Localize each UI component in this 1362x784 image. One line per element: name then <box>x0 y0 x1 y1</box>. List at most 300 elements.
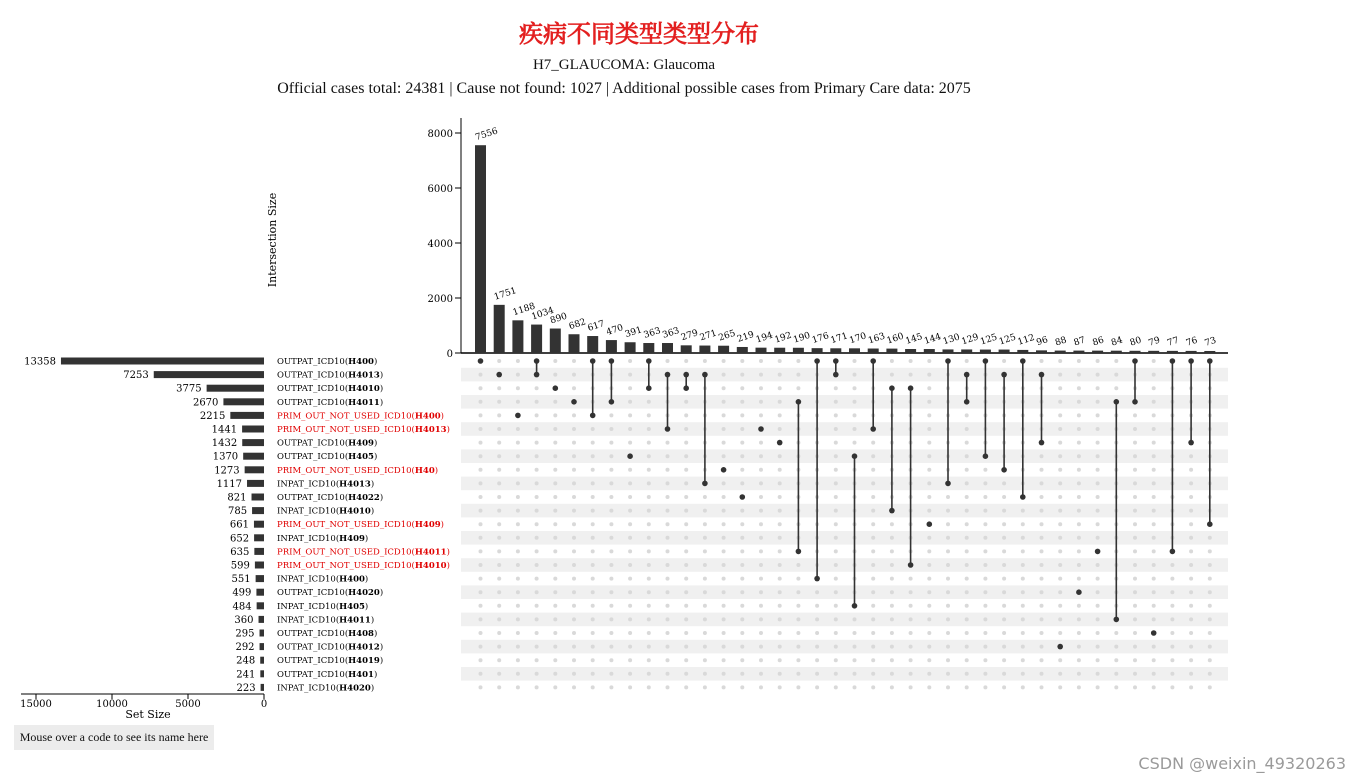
matrix-dot-inactive <box>553 427 557 431</box>
matrix-dot-inactive <box>497 522 501 526</box>
set-size-value: 292 <box>235 642 255 654</box>
matrix-dot-inactive <box>497 577 501 581</box>
intersection-bar <box>1167 351 1178 353</box>
matrix-dot-inactive <box>871 604 875 608</box>
intersection-size-label: 96 <box>1035 335 1050 349</box>
matrix-dot-inactive <box>1208 604 1212 608</box>
matrix-dot-inactive <box>927 563 931 567</box>
matrix-dot-inactive <box>965 509 969 513</box>
set-size-bar <box>252 507 264 514</box>
matrix-dot-inactive <box>740 658 744 662</box>
matrix-dot-inactive <box>591 658 595 662</box>
matrix-dot-inactive <box>516 631 520 635</box>
matrix-dot-active <box>852 453 858 459</box>
matrix-dot-inactive <box>871 590 875 594</box>
matrix-dot-inactive <box>553 617 557 621</box>
matrix-dot-inactive <box>1058 563 1062 567</box>
matrix-dot-inactive <box>778 563 782 567</box>
matrix-dot-inactive <box>1058 577 1062 581</box>
matrix-dot-inactive <box>796 359 800 363</box>
matrix-dot-inactive <box>1058 658 1062 662</box>
matrix-dot-inactive <box>497 658 501 662</box>
matrix-row-stripe <box>461 422 1228 436</box>
matrix-dot-inactive <box>516 359 520 363</box>
matrix-dot-inactive <box>1021 604 1025 608</box>
matrix-dot-inactive <box>778 509 782 513</box>
matrix-dot-inactive <box>740 373 744 377</box>
intersection-bar <box>494 305 505 353</box>
matrix-dot-inactive <box>684 536 688 540</box>
set-name-label: OUTPAT_ICD10(H4013) <box>277 370 384 381</box>
matrix-dot-inactive <box>759 658 763 662</box>
matrix-dot-inactive <box>740 590 744 594</box>
matrix-dot-inactive <box>759 359 763 363</box>
matrix-dot-active <box>852 603 858 609</box>
matrix-dot-inactive <box>591 468 595 472</box>
matrix-dot-inactive <box>647 509 651 513</box>
matrix-row-stripe <box>461 368 1228 382</box>
set-name-label: OUTPAT_ICD10(H4020) <box>277 588 384 599</box>
matrix-dot-inactive <box>1077 604 1081 608</box>
matrix-dot-inactive <box>740 672 744 676</box>
matrix-dot-inactive <box>778 373 782 377</box>
matrix-dot-active <box>870 358 876 364</box>
intersection-bar <box>1055 351 1066 353</box>
matrix-dot-active <box>553 385 559 391</box>
matrix-dot-inactive <box>1133 563 1137 567</box>
matrix-dot-inactive <box>890 563 894 567</box>
intersection-size-label: 470 <box>605 323 625 338</box>
matrix-dot-inactive <box>553 441 557 445</box>
matrix-dot-inactive <box>684 645 688 649</box>
intersection-size-label: 125 <box>997 332 1018 348</box>
matrix-dot-active <box>721 467 727 473</box>
matrix-dot-inactive <box>890 658 894 662</box>
matrix-dot-inactive <box>647 536 651 540</box>
matrix-dot-inactive <box>1002 522 1006 526</box>
matrix-dot-inactive <box>909 617 913 621</box>
matrix-dot-inactive <box>1189 672 1193 676</box>
set-size-value: 652 <box>229 533 250 545</box>
matrix-dot-inactive <box>516 468 520 472</box>
matrix-dot-inactive <box>497 509 501 513</box>
matrix-dot-active <box>945 358 951 364</box>
matrix-dot-active <box>908 385 914 391</box>
matrix-dot-inactive <box>666 495 670 499</box>
matrix-dot-inactive <box>796 617 800 621</box>
matrix-dot-inactive <box>853 359 857 363</box>
matrix-dot-inactive <box>1208 590 1212 594</box>
set-size-value: 1432 <box>211 438 238 450</box>
set-size-bar <box>261 684 264 691</box>
matrix-dot-inactive <box>535 509 539 513</box>
matrix-dot-inactive <box>722 685 726 689</box>
matrix-dot-inactive <box>1152 563 1156 567</box>
matrix-dot-inactive <box>815 658 819 662</box>
matrix-dot-inactive <box>1189 577 1193 581</box>
matrix-dot-inactive <box>666 468 670 472</box>
matrix-dot-inactive <box>871 645 875 649</box>
matrix-dot-inactive <box>927 631 931 635</box>
matrix-dot-inactive <box>1077 509 1081 513</box>
matrix-dot-inactive <box>1077 386 1081 390</box>
matrix-dot-inactive <box>1189 481 1193 485</box>
matrix-dot-inactive <box>628 604 632 608</box>
intersection-size-label: 79 <box>1147 335 1162 349</box>
matrix-dot-inactive <box>666 563 670 567</box>
matrix-dot-inactive <box>983 672 987 676</box>
matrix-dot-inactive <box>1133 658 1137 662</box>
matrix-dot-inactive <box>1021 577 1025 581</box>
intersection-size-label: 192 <box>773 330 793 346</box>
set-name-label: PRIM_OUT_NOT_USED_ICD10(H40) <box>277 465 439 476</box>
matrix-dot-inactive <box>1189 658 1193 662</box>
matrix-dot-inactive <box>591 427 595 431</box>
matrix-dot-inactive <box>1208 563 1212 567</box>
matrix-dot-active <box>683 372 689 378</box>
matrix-dot-inactive <box>983 549 987 553</box>
matrix-dot-inactive <box>740 481 744 485</box>
matrix-dot-active <box>1039 440 1045 446</box>
matrix-dot-inactive <box>666 577 670 581</box>
set-size-value: 1273 <box>214 465 240 477</box>
set-name-label: OUTPAT_ICD10(H409) <box>277 438 378 449</box>
matrix-dot-inactive <box>1002 481 1006 485</box>
set-name-label: PRIM_OUT_NOT_USED_ICD10(H4010) <box>277 561 450 571</box>
matrix-dot-inactive <box>497 495 501 499</box>
matrix-dot-inactive <box>722 563 726 567</box>
matrix-dot-inactive <box>666 509 670 513</box>
set-size-value: 2215 <box>199 410 226 422</box>
matrix-dot-inactive <box>666 536 670 540</box>
matrix-dot-inactive <box>516 577 520 581</box>
matrix-dot-inactive <box>516 645 520 649</box>
matrix-dot-inactive <box>553 468 557 472</box>
matrix-dot-inactive <box>516 549 520 553</box>
matrix-dot-inactive <box>535 658 539 662</box>
matrix-dot-inactive <box>684 672 688 676</box>
matrix-dot-inactive <box>834 400 838 404</box>
matrix-dot-inactive <box>1040 522 1044 526</box>
matrix-dot-active <box>1188 358 1194 364</box>
matrix-dot-inactive <box>722 617 726 621</box>
matrix-dot-inactive <box>871 658 875 662</box>
matrix-dot-inactive <box>609 563 613 567</box>
matrix-dot-inactive <box>759 481 763 485</box>
intersection-bar <box>1092 351 1103 353</box>
intersection-bar <box>793 348 804 353</box>
matrix-dot-inactive <box>1096 481 1100 485</box>
matrix-dot-inactive <box>479 495 483 499</box>
matrix-dot-inactive <box>479 577 483 581</box>
intersection-bar <box>999 350 1010 353</box>
matrix-dot-inactive <box>591 604 595 608</box>
matrix-dot-inactive <box>535 400 539 404</box>
matrix-dot-active <box>1188 440 1194 446</box>
matrix-dot-active <box>590 358 596 364</box>
matrix-dot-inactive <box>684 563 688 567</box>
matrix-dot-inactive <box>983 522 987 526</box>
set-size-bar <box>252 494 264 501</box>
matrix-dot-inactive <box>927 441 931 445</box>
matrix-dot-inactive <box>909 604 913 608</box>
matrix-dot-inactive <box>890 617 894 621</box>
matrix-dot-inactive <box>1114 645 1118 649</box>
matrix-dot-inactive <box>946 672 950 676</box>
set-size-bar <box>207 385 264 392</box>
intersection-bar <box>1204 351 1215 353</box>
matrix-dot-inactive <box>778 413 782 417</box>
matrix-dot-inactive <box>535 685 539 689</box>
matrix-dot-inactive <box>591 495 595 499</box>
matrix-dot-inactive <box>553 359 557 363</box>
matrix-dot-inactive <box>965 549 969 553</box>
matrix-dot-inactive <box>834 645 838 649</box>
matrix-dot-inactive <box>965 454 969 458</box>
matrix-dot-inactive <box>1096 658 1100 662</box>
intersection-size-label: 219 <box>736 330 756 345</box>
matrix-dot-inactive <box>1021 617 1025 621</box>
matrix-dot-inactive <box>1077 359 1081 363</box>
matrix-dot-inactive <box>666 658 670 662</box>
intersection-bar <box>1111 351 1122 353</box>
matrix-dot-inactive <box>1114 672 1118 676</box>
matrix-dot-inactive <box>1152 481 1156 485</box>
intersection-size-label: 145 <box>904 332 924 347</box>
matrix-row-stripe <box>461 640 1228 654</box>
matrix-dot-inactive <box>759 645 763 649</box>
intersection-bar <box>756 348 767 353</box>
matrix-dot-inactive <box>572 672 576 676</box>
intersection-bar <box>475 145 486 353</box>
matrix-dot-inactive <box>1058 441 1062 445</box>
matrix-dot-inactive <box>1077 495 1081 499</box>
matrix-dot-inactive <box>927 481 931 485</box>
matrix-dot-inactive <box>871 631 875 635</box>
matrix-dot-inactive <box>535 427 539 431</box>
matrix-dot-inactive <box>1077 468 1081 472</box>
matrix-dot-inactive <box>759 413 763 417</box>
set-size-value: 295 <box>235 628 255 640</box>
matrix-dot-inactive <box>871 577 875 581</box>
matrix-dot-active <box>627 453 633 459</box>
matrix-dot-inactive <box>983 590 987 594</box>
matrix-dot-inactive <box>1002 359 1006 363</box>
matrix-dot-inactive <box>834 577 838 581</box>
matrix-dot-inactive <box>497 645 501 649</box>
case-statistics: Official cases total: 24381 | Cause not found: 1027 | Additional possible cases from Primary Care data: 2075 <box>277 80 971 97</box>
matrix-dot-active <box>964 372 970 378</box>
matrix-dot-inactive <box>1189 536 1193 540</box>
intersection-size-label: 171 <box>829 331 850 347</box>
matrix-row-stripe <box>461 585 1228 599</box>
matrix-dot-inactive <box>965 468 969 472</box>
matrix-dot-inactive <box>479 549 483 553</box>
intersection-size-label: 176 <box>810 331 831 347</box>
matrix-dot-inactive <box>1040 590 1044 594</box>
matrix-dot-active <box>814 358 820 364</box>
matrix-dot-inactive <box>740 631 744 635</box>
matrix-dot-inactive <box>703 658 707 662</box>
matrix-dot-inactive <box>1152 427 1156 431</box>
matrix-dot-active <box>683 385 689 391</box>
matrix-dot-active <box>646 358 652 364</box>
matrix-dot-inactive <box>965 672 969 676</box>
matrix-dot-inactive <box>535 631 539 635</box>
matrix-dot-inactive <box>796 577 800 581</box>
matrix-dot-inactive <box>1040 672 1044 676</box>
matrix-dot-inactive <box>553 604 557 608</box>
matrix-dot-active <box>1132 399 1138 405</box>
matrix-dot-inactive <box>1002 617 1006 621</box>
matrix-dot-inactive <box>497 468 501 472</box>
matrix-dot-inactive <box>703 509 707 513</box>
matrix-dot-inactive <box>553 373 557 377</box>
matrix-dot-active <box>1057 644 1063 650</box>
matrix-dot-inactive <box>666 685 670 689</box>
matrix-dot-inactive <box>628 563 632 567</box>
matrix-dot-inactive <box>1208 549 1212 553</box>
matrix-dot-inactive <box>871 468 875 472</box>
matrix-dot-inactive <box>722 495 726 499</box>
matrix-dot-inactive <box>1189 645 1193 649</box>
matrix-dot-inactive <box>815 604 819 608</box>
matrix-dot-inactive <box>572 645 576 649</box>
matrix-dot-inactive <box>516 522 520 526</box>
matrix-dot-inactive <box>1133 522 1137 526</box>
matrix-dot-inactive <box>927 468 931 472</box>
matrix-dot-inactive <box>1002 604 1006 608</box>
matrix-dot-inactive <box>1077 522 1081 526</box>
matrix-dot-inactive <box>759 400 763 404</box>
matrix-dot-inactive <box>1170 590 1174 594</box>
matrix-dot-inactive <box>1096 495 1100 499</box>
set-size-value: 360 <box>234 614 254 626</box>
matrix-dot-inactive <box>722 577 726 581</box>
matrix-dot-inactive <box>497 617 501 621</box>
matrix-dot-inactive <box>479 441 483 445</box>
matrix-dot-inactive <box>722 481 726 485</box>
matrix-dot-inactive <box>1002 590 1006 594</box>
matrix-dot-inactive <box>983 468 987 472</box>
set-size-value: 1441 <box>211 424 238 436</box>
matrix-dot-inactive <box>1114 386 1118 390</box>
matrix-dot-inactive <box>609 536 613 540</box>
matrix-dot-inactive <box>1208 672 1212 676</box>
matrix-dot-active <box>945 481 951 487</box>
matrix-dot-active <box>908 562 914 568</box>
set-size-bar <box>254 548 264 555</box>
matrix-row-stripe <box>461 613 1228 627</box>
set-name-label: PRIM_OUT_NOT_USED_ICD10(H400) <box>277 411 444 422</box>
matrix-dot-inactive <box>740 413 744 417</box>
matrix-dot-inactive <box>778 645 782 649</box>
matrix-dot-inactive <box>965 685 969 689</box>
matrix-dot-inactive <box>479 481 483 485</box>
matrix-dot-inactive <box>1040 495 1044 499</box>
matrix-dot-inactive <box>946 631 950 635</box>
matrix-dot-inactive <box>628 522 632 526</box>
matrix-dot-inactive <box>722 604 726 608</box>
matrix-dot-inactive <box>1114 631 1118 635</box>
matrix-dot-inactive <box>834 481 838 485</box>
matrix-dot-inactive <box>946 604 950 608</box>
matrix-dot-inactive <box>722 359 726 363</box>
matrix-dot-inactive <box>909 590 913 594</box>
matrix-dot-inactive <box>1058 386 1062 390</box>
matrix-dot-inactive <box>572 495 576 499</box>
matrix-dot-inactive <box>553 645 557 649</box>
matrix-dot-active <box>1001 467 1007 473</box>
matrix-dot-inactive <box>609 577 613 581</box>
matrix-dot-inactive <box>1077 441 1081 445</box>
matrix-dot-inactive <box>535 454 539 458</box>
intersection-bar <box>718 346 729 353</box>
matrix-dot-active <box>1114 617 1120 623</box>
matrix-dot-inactive <box>628 536 632 540</box>
matrix-dot-inactive <box>535 413 539 417</box>
matrix-dot-active <box>590 413 596 419</box>
matrix-dot-inactive <box>1058 454 1062 458</box>
matrix-dot-inactive <box>1096 631 1100 635</box>
matrix-dot-active <box>702 481 708 487</box>
matrix-dot-inactive <box>628 672 632 676</box>
matrix-dot-inactive <box>479 672 483 676</box>
intersection-size-label: 1034 <box>530 305 556 323</box>
matrix-dot-inactive <box>535 549 539 553</box>
matrix-dot-inactive <box>927 658 931 662</box>
matrix-dot-inactive <box>1077 631 1081 635</box>
matrix-dot-inactive <box>1058 373 1062 377</box>
matrix-dot-inactive <box>684 604 688 608</box>
matrix-dot-inactive <box>722 549 726 553</box>
matrix-dot-inactive <box>572 549 576 553</box>
matrix-dot-inactive <box>1040 563 1044 567</box>
matrix-dot-inactive <box>946 563 950 567</box>
matrix-dot-inactive <box>1077 413 1081 417</box>
matrix-dot-inactive <box>983 563 987 567</box>
matrix-dot-inactive <box>759 685 763 689</box>
matrix-dot-inactive <box>890 645 894 649</box>
intersection-y-tick-label: 6000 <box>427 184 453 195</box>
matrix-dot-inactive <box>1114 658 1118 662</box>
matrix-dot-inactive <box>853 413 857 417</box>
set-size-value: 13358 <box>24 356 56 368</box>
matrix-dot-inactive <box>965 413 969 417</box>
matrix-dot-inactive <box>647 577 651 581</box>
matrix-dot-inactive <box>853 400 857 404</box>
matrix-dot-inactive <box>1058 413 1062 417</box>
intersection-size-label: 88 <box>1054 335 1069 349</box>
set-size-x-tick-label: 15000 <box>20 699 52 710</box>
matrix-dot-inactive <box>965 617 969 621</box>
intersection-size-label: 163 <box>867 331 887 347</box>
matrix-dot-inactive <box>628 413 632 417</box>
matrix-dot-inactive <box>479 454 483 458</box>
matrix-dot-inactive <box>666 441 670 445</box>
intersection-size-label: 363 <box>661 326 681 341</box>
matrix-dot-inactive <box>1133 631 1137 635</box>
matrix-dot-inactive <box>759 495 763 499</box>
matrix-dot-inactive <box>609 427 613 431</box>
matrix-dot-inactive <box>1152 495 1156 499</box>
matrix-dot-inactive <box>1133 509 1137 513</box>
matrix-dot-inactive <box>647 658 651 662</box>
matrix-dot-inactive <box>684 522 688 526</box>
matrix-dot-inactive <box>535 563 539 567</box>
intersection-size-label: 129 <box>960 332 980 348</box>
intersection-y-tick-label: 8000 <box>427 129 453 140</box>
